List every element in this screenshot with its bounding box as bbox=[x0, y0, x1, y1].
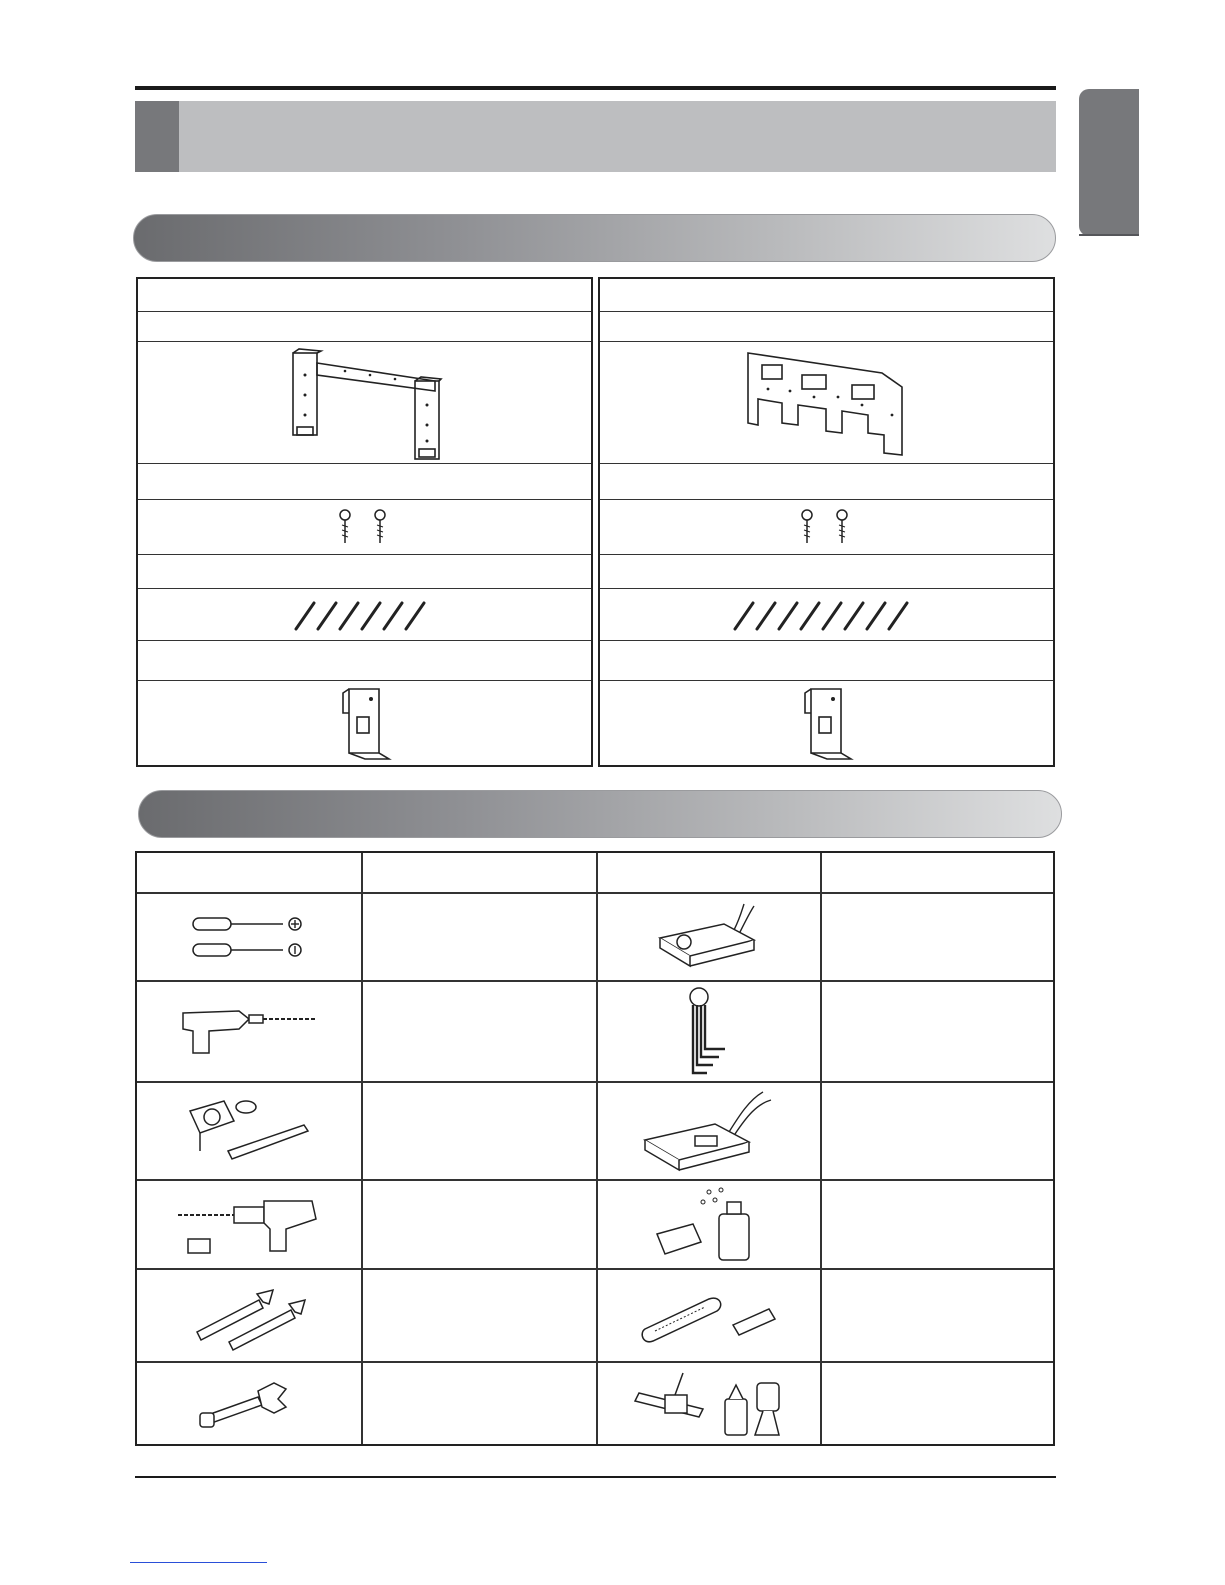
tool-cell bbox=[137, 1362, 361, 1444]
tools-table bbox=[135, 851, 1055, 1446]
tool-name bbox=[362, 893, 596, 980]
tool-cell bbox=[597, 981, 820, 1081]
installation-plate-icon bbox=[285, 345, 445, 460]
acc-right-header bbox=[600, 279, 1053, 312]
remote-holder-cell-right bbox=[600, 681, 1053, 765]
screwdriver-set-icon bbox=[189, 912, 309, 962]
side-tab-underline bbox=[1079, 234, 1139, 236]
acc-right-row3-label bbox=[600, 555, 1053, 589]
footer-link-underline[interactable] bbox=[130, 1562, 267, 1563]
acc-right-row4-label bbox=[600, 641, 1053, 681]
remote-holder-icon bbox=[335, 683, 395, 763]
acc-right-subheader bbox=[600, 312, 1053, 342]
tool-name bbox=[362, 1362, 596, 1444]
installation-plate-cell bbox=[138, 342, 591, 464]
bottom-rule bbox=[135, 1476, 1056, 1478]
col-header-tool bbox=[137, 853, 361, 892]
hammer-drill-icon bbox=[174, 1189, 324, 1259]
col-header-name bbox=[362, 853, 596, 892]
acc-left-row2-label bbox=[138, 464, 591, 500]
accessories-table-right bbox=[598, 277, 1055, 767]
tool-cell bbox=[597, 1180, 820, 1268]
tools-banner bbox=[138, 790, 1062, 838]
flaring-tool-set-icon bbox=[629, 1365, 789, 1441]
tool-cell bbox=[137, 893, 361, 980]
accessories-banner bbox=[133, 214, 1056, 262]
tape-measure-knife-icon bbox=[184, 1091, 314, 1171]
plate-screws-cell-right bbox=[600, 500, 1053, 555]
tool-cell bbox=[597, 893, 820, 980]
gas-leak-detector-icon bbox=[649, 1184, 769, 1264]
remote-holder-icon bbox=[797, 683, 857, 763]
acc-left-row3-label bbox=[138, 555, 591, 589]
col-header-name-2 bbox=[821, 853, 1053, 892]
tool-cell bbox=[137, 1269, 361, 1361]
tool-name bbox=[821, 1269, 1053, 1361]
plate-screws-cell bbox=[138, 500, 591, 555]
tool-cell bbox=[137, 1082, 361, 1179]
thermometer-level-icon bbox=[639, 1285, 779, 1345]
installation-plate-large-icon bbox=[742, 345, 912, 460]
tool-cell bbox=[597, 1082, 820, 1179]
adjustable-wrench-icon bbox=[189, 1280, 309, 1350]
tool-name bbox=[821, 1180, 1053, 1268]
hex-key-set-icon bbox=[679, 985, 739, 1077]
acc-left-header bbox=[138, 279, 591, 312]
tool-name bbox=[362, 981, 596, 1081]
accessories-table-left bbox=[136, 277, 593, 767]
multimeter-icon bbox=[654, 902, 764, 972]
tool-cell bbox=[137, 981, 361, 1081]
tool-name bbox=[362, 1180, 596, 1268]
tool-name bbox=[821, 1082, 1053, 1179]
tool-name bbox=[362, 1082, 596, 1179]
tool-name bbox=[821, 981, 1053, 1081]
tool-name bbox=[362, 1269, 596, 1361]
title-band bbox=[135, 101, 1056, 172]
tool-cell bbox=[137, 1180, 361, 1268]
anchor-screws-cell bbox=[138, 589, 591, 641]
remote-holder-cell bbox=[138, 681, 591, 765]
screws-row-icon bbox=[290, 597, 440, 633]
title-square-marker bbox=[135, 101, 179, 172]
language-side-tab bbox=[1079, 89, 1139, 236]
col-header-tool-2 bbox=[597, 853, 820, 892]
tool-cell bbox=[597, 1269, 820, 1361]
acc-left-row4-label bbox=[138, 641, 591, 681]
tool-name bbox=[821, 893, 1053, 980]
torque-wrench-icon bbox=[194, 1373, 304, 1433]
screw-pair-icon bbox=[797, 507, 857, 547]
acc-left-subheader bbox=[138, 312, 591, 342]
acc-right-row2-label bbox=[600, 464, 1053, 500]
ammeter-icon bbox=[639, 1086, 779, 1176]
tool-cell bbox=[597, 1362, 820, 1444]
top-rule bbox=[135, 86, 1056, 90]
screws-row-icon bbox=[729, 597, 925, 633]
screw-pair-icon bbox=[335, 507, 395, 547]
installation-plate-large-cell bbox=[600, 342, 1053, 464]
anchor-screws-cell-right bbox=[600, 589, 1053, 641]
electric-drill-icon bbox=[179, 1001, 319, 1061]
tool-name bbox=[821, 1362, 1053, 1444]
